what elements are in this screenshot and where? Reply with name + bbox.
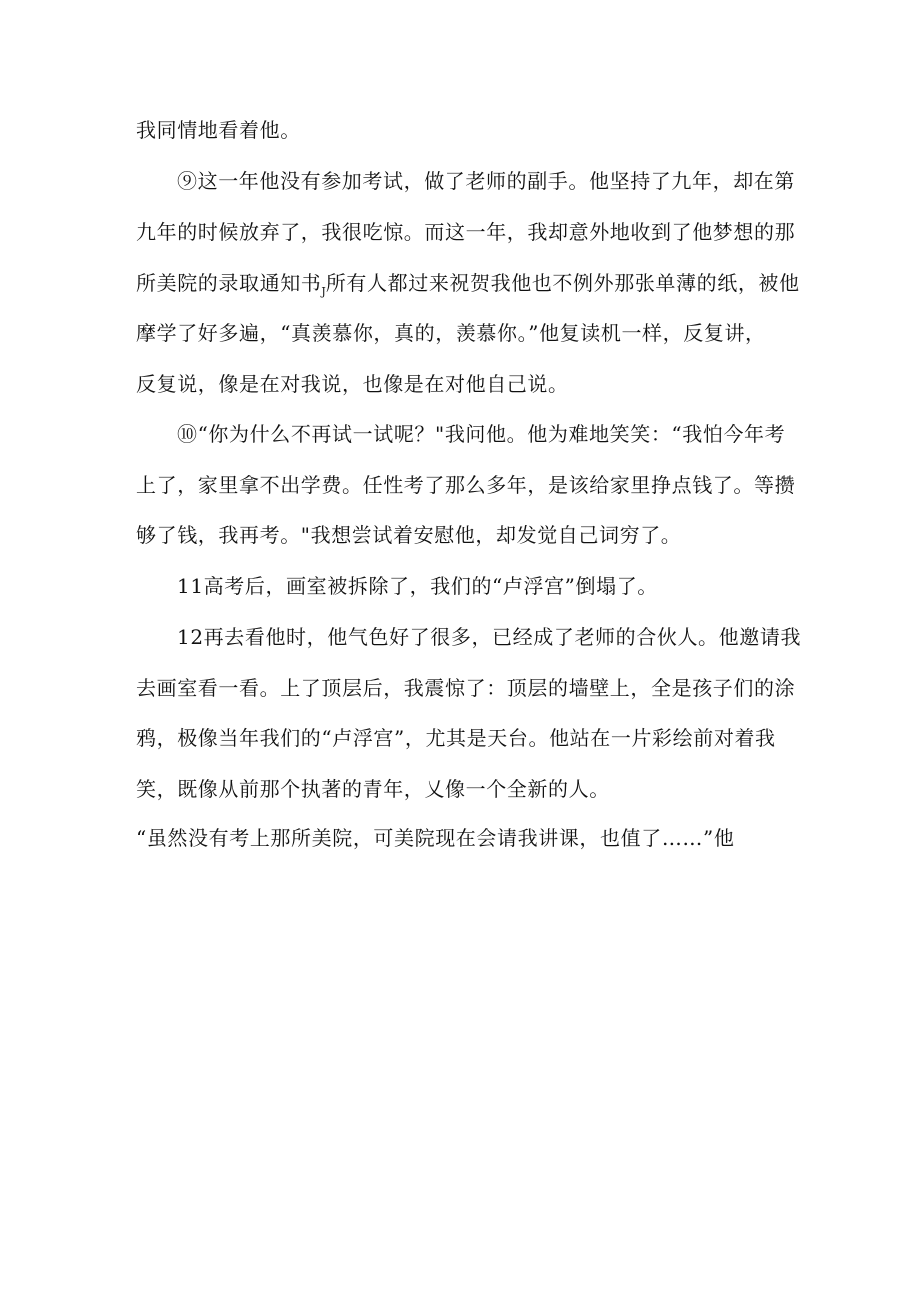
text-line-3: 九年的时候放弃了，我很吃惊。而这一年，我却意外地收到了他梦想的那 bbox=[136, 220, 796, 244]
text-line-7: ⑩“你为什么不再试一试呢？"我问他。他为难地笑笑：“我怕今年考 bbox=[177, 422, 786, 446]
text-line-10: 11高考后，画室被拆除了，我们的“卢浮宫”倒塌了。 bbox=[177, 574, 658, 598]
text-line-15: “虽然没有考上那所美院，可美院现在会请我讲课，也值了……”他 bbox=[136, 826, 735, 850]
text-line-4-end: 所有人都过来祝贺我他也不例外那张单薄的纸，被他 bbox=[325, 271, 800, 295]
text-line-11: 12再去看他时，他气色好了很多，已经成了老师的合伙人。他邀请我 bbox=[177, 625, 802, 649]
text-line-4-mark: J bbox=[321, 285, 326, 298]
text-line-1: 我同情地看着他。 bbox=[136, 118, 301, 142]
text-line-13: 鸦，极像当年我们的“卢浮宫”，尤其是天台。他站在一片彩绘前对着我 bbox=[136, 726, 776, 750]
text-line-12: 去画室看一看。上了顶层后，我震惊了：顶层的墙壁上，全是孩子们的涂 bbox=[136, 676, 796, 700]
text-line-4 bbox=[136, 270, 800, 305]
text-line-14: 笑，既像从前那个执著的青年，乂像一个全新的人。 bbox=[136, 777, 610, 801]
text-line-8: 上了，家里拿不出学费。任性考了那么多年，是该给家里挣点钱了。等攒 bbox=[136, 473, 796, 497]
text-line-4-start: 所美院的录取通知书 bbox=[136, 271, 322, 295]
text-line-5: 摩学了好多遍，“真羡慕你，真的，羡慕你。”他复读机一样，反复讲， bbox=[136, 321, 766, 345]
text-line-6: 反复说，像是在对我说，也像是在对他自己说。 bbox=[136, 372, 569, 396]
text-line-9: 够了钱，我再考。"我想尝试着安慰他，却发觉自己词穷了。 bbox=[136, 523, 682, 547]
text-line-2: ⑨这一年他没有参加考试，做了老师的副手。他坚持了九年，却在第 bbox=[177, 169, 795, 193]
